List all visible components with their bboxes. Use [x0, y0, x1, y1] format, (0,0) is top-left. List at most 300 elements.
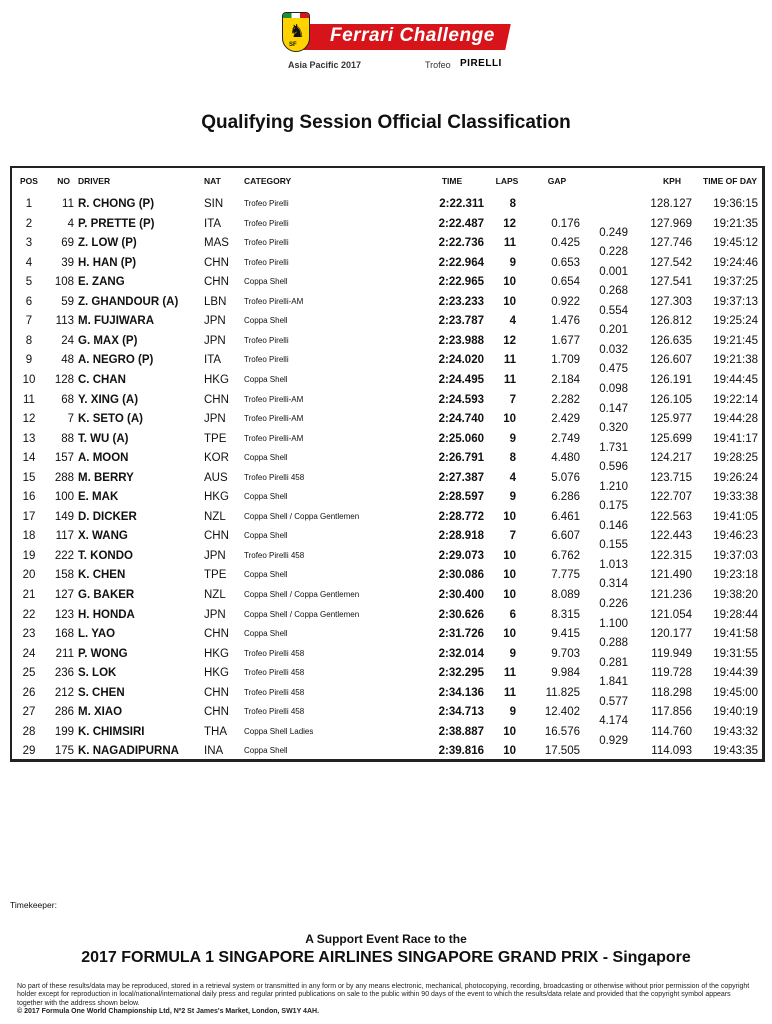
table-row: [12, 687, 762, 707]
cell-gap: 5.076: [551, 471, 580, 484]
table-row: [12, 609, 762, 629]
cell-nationality: CHN: [204, 686, 229, 699]
cell-interval: 1.841: [599, 676, 628, 689]
cell-nationality: CHN: [204, 530, 229, 543]
cell-kph: 127.746: [650, 237, 692, 250]
table-row: [12, 257, 762, 277]
cell-car-number: 113: [55, 315, 74, 328]
cell-nationality: CHN: [204, 276, 229, 289]
cell-kph: 126.105: [650, 393, 692, 406]
cell-time: 2:27.387: [438, 471, 484, 484]
page-title: Qualifying Session Official Classification: [201, 112, 571, 133]
cell-nationality: THA: [204, 725, 227, 738]
cell-time: 2:34.136: [438, 686, 484, 699]
cell-pos: 17: [22, 510, 36, 523]
cell-nationality: JPN: [204, 608, 226, 621]
cell-pos: 18: [22, 530, 36, 543]
cell-category: Coppa Shell: [244, 492, 288, 502]
cell-kph: 114.760: [651, 725, 692, 738]
cell-laps: 7: [509, 530, 516, 543]
cell-driver: Z. LOW (P): [78, 237, 137, 250]
cell-pos: 2: [25, 217, 33, 230]
cell-time: 2:38.887: [438, 725, 484, 738]
header-laps: LAPS: [495, 176, 519, 186]
cell-category: Trofeo Pirelli 458: [244, 687, 305, 697]
cell-time-of-day: 19:43:32: [713, 725, 758, 738]
cell-time-of-day: 19:21:38: [713, 354, 758, 367]
cell-gap: 0.922: [551, 295, 580, 308]
cell-time-of-day: 19:28:25: [713, 452, 758, 465]
cell-kph: 128.127: [650, 198, 692, 210]
cell-gap: 7.775: [551, 569, 580, 582]
cell-time: 2:32.295: [438, 667, 484, 680]
cell-driver: G. MAX (P): [78, 334, 138, 347]
cell-kph: 119.728: [651, 667, 692, 680]
cell-gap: 8.315: [551, 608, 580, 621]
cell-laps: 10: [503, 725, 516, 738]
table-row: [12, 354, 762, 374]
cell-car-number: 236: [54, 667, 74, 680]
cell-car-number: 288: [54, 471, 74, 484]
cell-laps: 10: [503, 276, 516, 289]
cell-laps: 6: [509, 608, 516, 621]
cell-laps: 10: [503, 628, 516, 641]
cell-interval: 1.210: [599, 480, 628, 493]
cell-laps: 9: [509, 706, 516, 719]
cell-gap: 11.825: [545, 686, 580, 699]
cell-kph: 122.443: [650, 530, 692, 543]
table-row: [12, 413, 762, 433]
cell-nationality: HKG: [204, 491, 229, 504]
cell-interval: 0.228: [599, 246, 628, 259]
cell-driver: A. MOON: [78, 452, 129, 465]
tricolor-stripe: [283, 13, 309, 18]
cell-laps: 11: [503, 667, 516, 680]
table-row: [12, 315, 762, 335]
cell-time-of-day: 19:44:39: [713, 667, 758, 680]
table-row: [12, 218, 762, 238]
cell-driver: R. CHONG (P): [78, 198, 155, 210]
cell-category: Coppa Shell: [244, 453, 288, 463]
cell-category: Coppa Shell: [244, 570, 288, 580]
cell-category: Trofeo Pirelli 458: [244, 707, 305, 717]
cell-category: Trofeo Pirelli 458: [244, 648, 305, 658]
cell-kph: 123.715: [650, 471, 692, 484]
cell-car-number: 127: [54, 589, 74, 601]
table-row: [12, 628, 762, 648]
cell-nationality: INA: [204, 745, 224, 758]
cell-pos: 7: [25, 315, 33, 328]
cell-interval: 1.013: [599, 558, 628, 571]
cell-category: Coppa Shell: [244, 746, 288, 756]
cell-interval: 0.175: [599, 500, 628, 513]
cell-interval: 0.226: [599, 598, 628, 610]
cell-gap: 2.749: [551, 432, 580, 445]
cell-time-of-day: 19:45:12: [713, 237, 758, 250]
cell-interval: 1.731: [599, 441, 628, 454]
prancing-horse-shield-icon: [282, 12, 310, 52]
cell-driver: L. YAO: [78, 628, 116, 641]
cell-interval: 0.201: [599, 324, 628, 337]
cell-laps: 10: [503, 549, 516, 562]
cell-category: Trofeo Pirelli-AM: [244, 414, 304, 424]
cell-time: 2:23.988: [438, 334, 484, 347]
cell-laps: 11: [503, 354, 516, 367]
cell-category: Coppa Shell: [244, 531, 288, 541]
cell-time: 2:39.816: [438, 745, 484, 758]
horse-icon: ♞: [289, 21, 306, 41]
cell-nationality: CHN: [204, 706, 229, 719]
cell-driver: S. LOK: [78, 667, 117, 680]
table-row: [12, 745, 762, 765]
cell-gap: 0.176: [551, 217, 580, 230]
header-nat: NAT: [204, 176, 221, 186]
cell-driver: Z. GHANDOUR (A): [78, 295, 179, 308]
cell-category: Coppa Shell / Coppa Gentlemen: [244, 609, 360, 619]
cell-laps: 10: [503, 569, 516, 582]
cell-time: 2:23.787: [438, 315, 484, 328]
logo-brand-text: Ferrari Challenge: [330, 25, 495, 46]
cell-kph: 126.812: [650, 315, 692, 328]
cell-kph: 114.093: [651, 745, 692, 758]
table-row: [12, 706, 762, 726]
cell-time-of-day: 19:46:23: [713, 530, 758, 543]
table-row: [12, 511, 762, 531]
cell-driver: M. XIAO: [78, 706, 123, 719]
cell-driver: D. DICKER: [78, 510, 137, 523]
cell-pos: 20: [22, 569, 36, 582]
cell-gap: 9.984: [551, 667, 580, 680]
cell-time: 2:24.495: [438, 373, 484, 386]
cell-gap: 9.703: [551, 647, 580, 660]
cell-interval: 0.146: [599, 519, 628, 532]
cell-nationality: CHN: [204, 628, 229, 641]
cell-car-number: 11: [62, 198, 74, 210]
cell-pos: 9: [25, 354, 33, 367]
table-row: [12, 394, 762, 414]
cell-driver: E. ZANG: [78, 276, 125, 289]
cell-interval: 0.929: [599, 734, 628, 747]
cell-gap: 4.480: [551, 452, 580, 465]
header-no: NO: [57, 176, 70, 186]
cell-category: Trofeo Pirelli-AM: [244, 433, 304, 443]
cell-interval: 0.249: [599, 226, 628, 239]
table-row: [12, 452, 762, 472]
cell-kph: 126.607: [650, 354, 692, 367]
cell-nationality: TPE: [204, 569, 227, 582]
cell-gap: 9.415: [551, 628, 580, 641]
cell-car-number: 211: [55, 647, 74, 660]
classification-table: [10, 166, 765, 762]
pirelli-logo: PIRELLI: [460, 58, 502, 69]
cell-laps: 8: [509, 452, 516, 465]
cell-driver: P. PRETTE (P): [78, 217, 155, 230]
cell-laps: 11: [503, 373, 516, 386]
table-row: [12, 335, 762, 355]
cell-laps: 4: [509, 315, 516, 328]
cell-pos: 29: [22, 745, 36, 758]
logo-trofeo: Trofeo: [425, 60, 451, 70]
cell-nationality: JPN: [204, 315, 226, 328]
cell-nationality: NZL: [204, 589, 226, 601]
cell-time: 2:25.060: [438, 432, 484, 445]
cell-interval: 0.098: [599, 382, 628, 395]
cell-category: Trofeo Pirelli 458: [244, 472, 305, 482]
cell-time-of-day: 19:33:38: [713, 491, 758, 504]
cell-time: 2:22.487: [438, 217, 484, 230]
cell-interval: 4.174: [599, 715, 628, 728]
cell-time-of-day: 19:40:19: [713, 706, 758, 719]
cell-category: Coppa Shell / Coppa Gentlemen: [244, 511, 360, 521]
cell-pos: 16: [22, 491, 36, 504]
header-gap: GAP: [547, 176, 567, 186]
cell-kph: 124.217: [650, 452, 692, 465]
cell-pos: 27: [22, 706, 36, 719]
cell-category: Trofeo Pirelli-AM: [244, 296, 304, 306]
cell-driver: A. NEGRO (P): [78, 354, 154, 367]
cell-kph: 121.236: [650, 589, 692, 601]
cell-driver: E. MAK: [78, 491, 119, 504]
cell-driver: M. FUJIWARA: [78, 315, 155, 328]
cell-nationality: HKG: [204, 667, 229, 680]
cell-driver: C. CHAN: [78, 373, 126, 386]
cell-car-number: 59: [61, 295, 74, 308]
cell-nationality: JPN: [204, 334, 226, 347]
cell-car-number: 199: [54, 725, 74, 738]
cell-category: Trofeo Pirelli 458: [244, 668, 305, 678]
header-time-of-day: TIME OF DAY: [703, 176, 757, 186]
cell-driver: K. NAGADIPURNA: [78, 745, 179, 758]
cell-kph: 118.298: [651, 686, 692, 699]
cell-laps: 9: [509, 491, 516, 504]
cell-laps: 7: [509, 393, 516, 406]
table-row: [12, 374, 762, 394]
cell-time-of-day: 19:37:25: [713, 276, 758, 289]
grand-prix-title: 2017 FORMULA 1 SINGAPORE AIRLINES SINGAPORE GRAND PRIX - Singapore: [81, 949, 691, 966]
header-pos: POS: [20, 176, 38, 186]
cell-kph: 120.177: [650, 628, 692, 641]
cell-time: 2:24.020: [438, 354, 484, 367]
cell-laps: 10: [503, 413, 516, 426]
cell-driver: T. KONDO: [78, 549, 133, 562]
cell-time-of-day: 19:45:00: [713, 686, 758, 699]
cell-gap: 12.402: [544, 706, 580, 719]
table-row: [12, 569, 762, 589]
cell-nationality: JPN: [204, 549, 226, 562]
cell-interval: 0.554: [599, 304, 628, 317]
cell-time: 2:29.073: [438, 549, 484, 562]
cell-kph: 127.303: [650, 295, 692, 308]
cell-kph: 127.541: [650, 276, 692, 289]
table-row: [12, 667, 762, 687]
cell-car-number: 24: [61, 334, 74, 347]
cell-pos: 1: [25, 198, 33, 210]
cell-nationality: TPE: [204, 432, 227, 445]
cell-time: 2:23.233: [438, 295, 484, 308]
cell-car-number: 286: [54, 706, 74, 719]
cell-time: 2:24.740: [438, 413, 484, 426]
cell-time: 2:26.791: [438, 452, 484, 465]
cell-driver: X. WANG: [78, 530, 128, 543]
cell-car-number: 212: [54, 686, 74, 699]
header-category: CATEGORY: [244, 176, 292, 186]
cell-time-of-day: 19:31:55: [713, 647, 758, 660]
cell-nationality: CHN: [204, 256, 229, 269]
cell-nationality: NZL: [204, 510, 226, 523]
cell-kph: 125.699: [650, 432, 692, 445]
cell-gap: 16.576: [544, 725, 580, 738]
cell-car-number: 157: [54, 452, 74, 465]
cell-pos: 22: [22, 608, 36, 621]
cell-laps: 12: [503, 334, 516, 347]
cell-driver: H. HAN (P): [78, 256, 137, 269]
cell-interval: 0.320: [599, 422, 628, 435]
cell-time-of-day: 19:43:35: [713, 745, 758, 758]
cell-car-number: 128: [54, 373, 74, 386]
cell-time: 2:22.736: [438, 237, 484, 250]
cell-interval: 0.155: [599, 539, 628, 552]
cell-laps: 10: [503, 295, 516, 308]
cell-interval: 0.147: [599, 402, 628, 415]
cell-car-number: 123: [54, 608, 74, 621]
cell-pos: 25: [22, 667, 36, 680]
cell-time: 2:34.713: [438, 706, 484, 719]
cell-driver: P. WONG: [78, 647, 128, 660]
cell-pos: 12: [22, 413, 36, 426]
cell-driver: T. WU (A): [78, 432, 129, 445]
cell-driver: M. BERRY: [78, 471, 134, 484]
cell-gap: 6.286: [551, 491, 580, 504]
cell-time-of-day: 19:26:24: [713, 471, 758, 484]
cell-gap: 2.184: [551, 373, 580, 386]
cell-interval: 0.001: [599, 265, 628, 278]
cell-nationality: AUS: [204, 471, 228, 484]
cell-pos: 24: [22, 647, 36, 660]
cell-car-number: 100: [54, 491, 74, 504]
cell-gap: 0.653: [551, 256, 580, 269]
cell-pos: 3: [25, 237, 33, 250]
cell-pos: 4: [25, 256, 33, 269]
cell-laps: 10: [503, 745, 516, 758]
cell-nationality: KOR: [204, 452, 229, 465]
cell-interval: 0.268: [599, 285, 628, 298]
table-row: [12, 491, 762, 511]
cell-car-number: 4: [67, 217, 74, 230]
cell-kph: 117.856: [651, 706, 692, 719]
cell-time-of-day: 19:36:15: [713, 198, 758, 210]
cell-time-of-day: 19:25:24: [713, 315, 758, 328]
header-time: TIME: [441, 176, 463, 186]
cell-car-number: 175: [54, 745, 74, 758]
cell-laps: 11: [503, 237, 516, 250]
cell-category: Trofeo Pirelli: [244, 257, 289, 267]
cell-driver: Y. XING (A): [78, 393, 139, 406]
cell-interval: 0.596: [599, 461, 628, 474]
cell-gap: 0.425: [551, 237, 580, 250]
cell-car-number: 158: [54, 569, 74, 582]
cell-time: 2:32.014: [438, 647, 484, 660]
cell-time-of-day: 19:38:20: [713, 589, 758, 601]
cell-gap: 2.429: [551, 413, 580, 426]
cell-interval: 0.475: [599, 363, 628, 376]
cell-car-number: 69: [61, 237, 74, 250]
cell-nationality: SIN: [204, 198, 224, 210]
cell-pos: 10: [22, 373, 36, 386]
cell-interval: 0.577: [599, 695, 628, 708]
cell-time-of-day: 19:37:13: [713, 295, 758, 308]
cell-car-number: 68: [61, 393, 74, 406]
cell-time: 2:30.086: [438, 569, 484, 582]
cell-time-of-day: 19:41:58: [713, 628, 758, 641]
cell-gap: 17.505: [544, 745, 580, 758]
cell-gap: 1.677: [551, 334, 580, 347]
cell-category: Trofeo Pirelli: [244, 218, 289, 228]
cell-pos: 15: [22, 471, 36, 484]
table-row: [12, 276, 762, 296]
table-row: [12, 550, 762, 570]
shield-letters: SF: [289, 42, 297, 48]
table-row: [12, 648, 762, 668]
table-row: [12, 237, 762, 257]
cell-laps: 10: [503, 589, 516, 601]
cell-driver: K. CHIMSIRI: [78, 725, 145, 738]
cell-gap: 8.089: [551, 589, 580, 601]
cell-car-number: 117: [55, 530, 74, 543]
cell-time: 2:22.965: [438, 276, 484, 289]
cell-gap: 0.654: [551, 276, 580, 289]
cell-kph: 122.315: [650, 549, 692, 562]
cell-pos: 19: [22, 549, 36, 562]
cell-pos: 6: [25, 295, 33, 308]
cell-nationality: LBN: [204, 295, 227, 308]
cell-pos: 23: [22, 628, 36, 641]
cell-time-of-day: 19:21:35: [713, 217, 758, 230]
cell-time-of-day: 19:21:45: [713, 334, 758, 347]
table-row: [12, 726, 762, 746]
cell-car-number: 7: [67, 413, 74, 426]
cell-nationality: HKG: [204, 647, 229, 660]
cell-laps: 9: [509, 647, 516, 660]
cell-nationality: JPN: [204, 413, 226, 426]
cell-pos: 21: [22, 589, 36, 601]
cell-category: Coppa Shell: [244, 374, 288, 384]
cell-time: 2:30.400: [438, 589, 484, 601]
cell-time-of-day: 19:23:18: [713, 569, 758, 582]
cell-gap: 6.607: [551, 530, 580, 543]
table-row: [12, 472, 762, 492]
cell-car-number: 168: [54, 628, 74, 641]
cell-category: Coppa Shell: [244, 316, 288, 326]
logo-region: Asia Pacific 2017: [288, 60, 362, 70]
cell-kph: 122.563: [650, 510, 692, 523]
cell-kph: 127.969: [650, 217, 692, 230]
cell-pos: 11: [23, 393, 35, 406]
cell-kph: 125.977: [650, 413, 692, 426]
cell-time: 2:28.597: [438, 491, 484, 504]
cell-interval: 0.288: [599, 637, 628, 650]
cell-category: Trofeo Pirelli: [244, 355, 289, 365]
cell-laps: 4: [509, 471, 516, 484]
cell-kph: 119.949: [651, 647, 692, 660]
cell-category: Coppa Shell: [244, 629, 288, 639]
cell-time-of-day: 19:22:14: [713, 393, 758, 406]
cell-time: 2:22.964: [438, 256, 484, 269]
cell-pos: 14: [22, 452, 36, 465]
cell-gap: 2.282: [551, 393, 580, 406]
cell-category: Trofeo Pirelli: [244, 238, 289, 248]
cell-driver: K. CHEN: [78, 569, 126, 582]
table-header-row: [12, 176, 762, 196]
